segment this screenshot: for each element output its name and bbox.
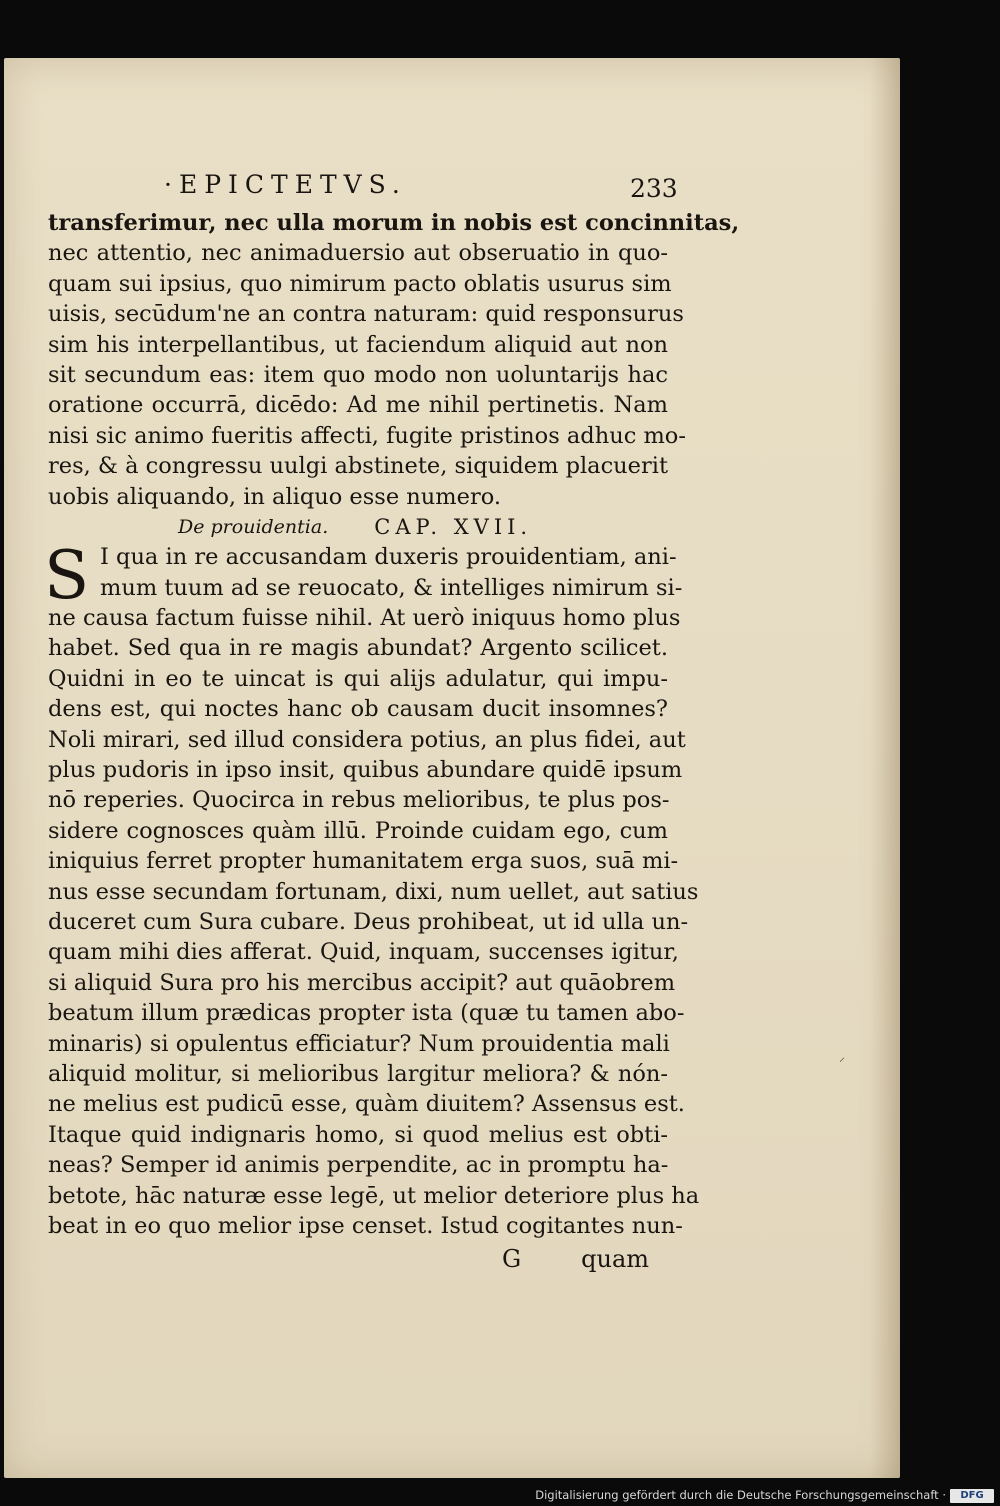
text-line: beatum illum prædicas propter ista (quæ tu tamen abo- [48,1000,685,1027]
digitization-credit: Digitalisierung gefördert durch die Deutsche Forschungsgemeinschaft · [535,1488,946,1502]
chapter-opening [44,537,683,615]
text-line: nō reperies. Quocirca in rebus melioribus, te plus pos- [48,787,670,814]
text-line: si aliquid Sura pro his mercibus accipit? aut quāobrem [48,969,676,996]
text-line: nus esse secundam fortunam, dixi, num uellet, aut satius [48,878,699,905]
text-line: quam sui ipsius, quo nimirum pacto oblatis usurus sim [48,270,672,297]
text-line: betote, hāc naturæ esse legē, ut melior deteriore plus ha [48,1182,700,1209]
text-line: aliquid molitur, si melioribus largitur meliora? & nón- [48,1060,668,1087]
text-line: ne melius est pudicū esse, quàm diuitem? Assensus est. [48,1091,685,1118]
text-line: beat in eo quo melior ipse censet. Istud cogitantes nun- [48,1212,683,1239]
book-page [4,58,900,1478]
text-line: res, & à congressu uulgi abstinete, siquidem placuerit [48,453,668,480]
text-line: ne causa factum fuisse nihil. At uerò iniquus homo plus [48,605,681,632]
text-line: Quidni in eo te uincat is qui alijs adulatur, qui impu- [48,665,668,692]
text-line: nisi sic animo fueritis affecti, fugite pristinos adhuc mo- [48,422,686,449]
text-line: sidere cognosces quàm illū. Proinde cuidam ego, cum [48,817,668,844]
body-text [44,208,740,1277]
chapter-label: CAP. XVII. [374,514,533,539]
text-line: sim his interpellantibus, ut faciendum aliquid aut non [48,331,668,358]
text-line: uisis, secūdum'ne an contra naturam: quid responsurus [48,301,684,328]
text-line: quam mihi dies afferat. Quid, inquam, succenses igitur, [48,939,679,966]
drop-cap: S [44,537,90,615]
page-number: 233 [630,174,678,203]
chapter-heading [48,512,668,542]
text-line: Itaque quid indignaris homo, si quod melius est obti- [48,1121,668,1148]
text-line: transferimur, nec ulla morum in nobis est concinnitas, [48,210,740,236]
text-line: duceret cum Sura cubare. Deus prohibeat, ut id ulla un- [48,908,689,935]
text-line: I qua in re accusandam duxeris prouidentiam, ani- [100,544,677,571]
chapter-subject: De prouidentia. [178,515,329,538]
text-line: minaris) si opulentus efficiatur? Num prouidentia mali [48,1030,670,1057]
text-line: habet. Sed qua in re magis abundat? Argento scilicet. [48,635,668,662]
text-line: uobis aliquando, in aliquo esse numero. [48,483,501,510]
text-line: nec attentio, nec animaduersio aut obseruatio in quo- [48,240,668,267]
text-line: iniquius ferret propter humanitatem erga suos, suā mi- [48,848,679,875]
text-line: dens est, qui noctes hanc ob causam ducit insomnes? [48,696,668,723]
signature-line [48,1241,668,1277]
signature-mark: G [502,1245,522,1274]
catchword: quam [581,1245,650,1274]
text-line: oratione occurrā, dicēdo: Ad me nihil pertinetis. Nam [48,392,668,419]
text-line: Noli mirari, sed illud considera potius, an plus fidei, aut [48,726,686,753]
running-head: ·EPICTETVS. [164,170,407,199]
text-line: plus pudoris in ipso insit, quibus abundare quidē ipsum [48,757,683,784]
text-line: neas? Semper id animis perpendite, ac in promptu ha- [48,1152,669,1179]
text-line: mum tuum ad se reuocato, & intelliges nimirum si- [100,574,683,601]
text-line: sit secundum eas: item quo modo non uoluntarijs hac [48,361,668,388]
margin-ink-mark: ⸝ [839,1050,846,1064]
dfg-logo: DFG [950,1489,994,1503]
